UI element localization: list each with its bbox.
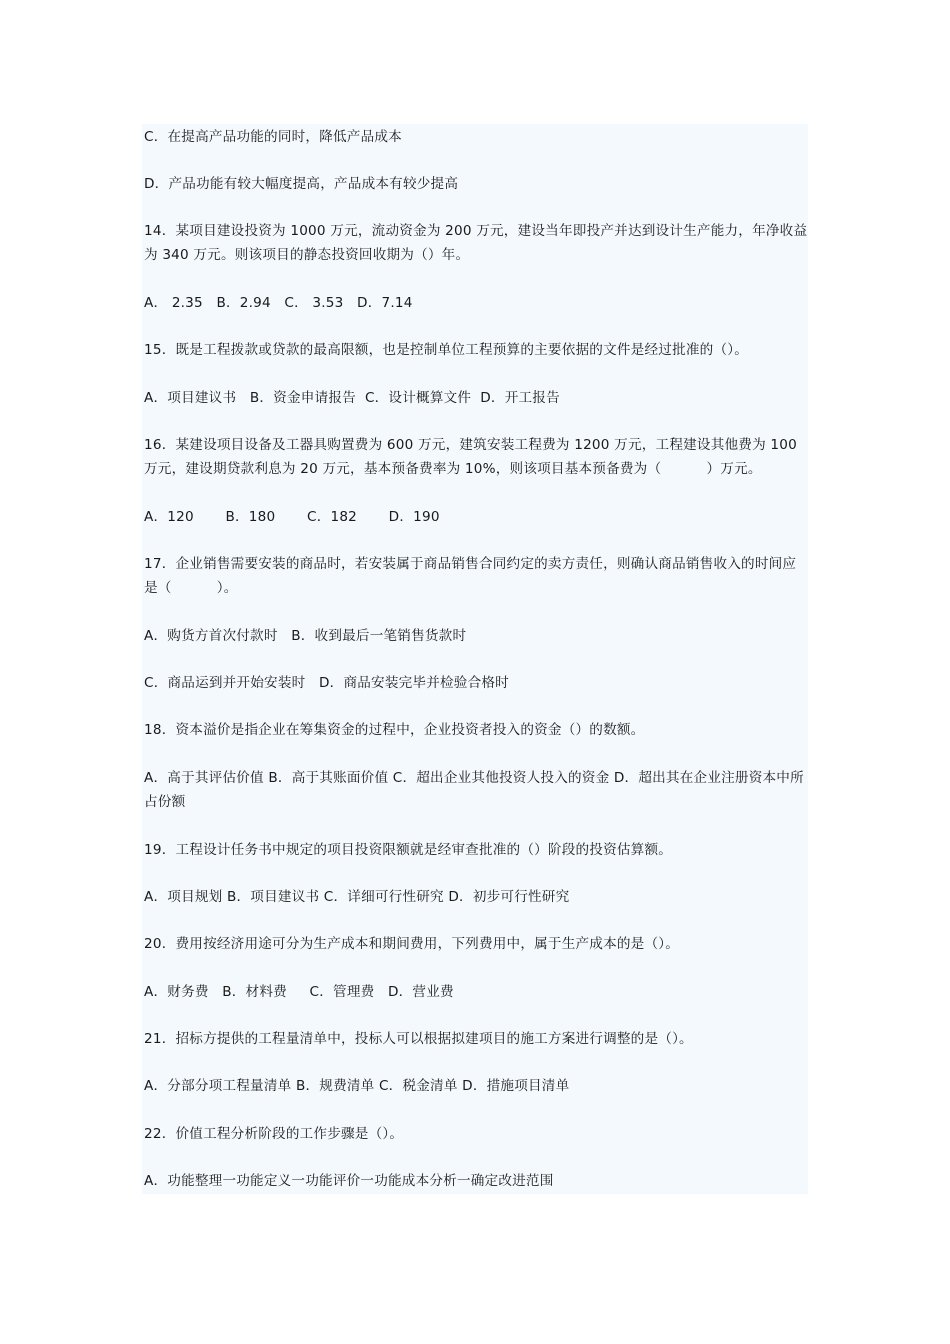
option-13d: D．产品功能有较大幅度提高，产品成本有较少提高 bbox=[144, 176, 459, 192]
question-14: 14．某项目建设投资为 1000 万元，流动资金为 200 万元，建设当年即投产并达到设计生产能力，年净收益为 340 万元。则该项目的静态投资回收期为（）年。 bbox=[144, 223, 808, 263]
question-21: 21．招标方提供的工程量清单中，投标人可以根据拟建项目的施工方案进行调整的是（）。 bbox=[144, 1031, 693, 1047]
options-21: A．分部分项工程量清单 B．规费清单 C．税金清单 D．措施项目清单 bbox=[144, 1078, 570, 1094]
question-17: 17．企业销售需要安装的商品时，若安装属于商品销售合同约定的卖方责任，则确认商品销售收入的时间应是（ ）。 bbox=[144, 556, 797, 596]
question-15: 15．既是工程拨款或贷款的最高限额，也是控制单位工程预算的主要依据的文件是经过批准的（）。 bbox=[144, 342, 749, 358]
option-22a: A．功能整理一功能定义一功能评价一功能成本分析一确定改进范围 bbox=[144, 1173, 554, 1189]
question-18: 18．资本溢价是指企业在筹集资金的过程中，企业投资者投入的资金（）的数额。 bbox=[144, 722, 645, 738]
question-20: 20．费用按经济用途可分为生产成本和期间费用，下列费用中，属于生产成本的是（）。 bbox=[144, 936, 680, 952]
option-13c: C．在提高产品功能的同时，降低产品成本 bbox=[144, 129, 402, 145]
question-16: 16．某建设项目设备及工器具购置费为 600 万元，建筑安装工程费为 1200 万元，工程建设其他费为 100 万元，建设期贷款利息为 20 万元，基本预备费率为 10%，则该项目基本预备费为（ ）万元。 bbox=[144, 437, 802, 477]
question-19: 19．工程设计任务书中规定的项目投资限额就是经审查批准的（）阶段的投资估算额。 bbox=[144, 842, 673, 858]
options-15: A．项目建议书 B．资金申请报告 C．设计概算文件 D．开工报告 bbox=[144, 390, 560, 406]
options-17-cd: C．商品运到并开始安装时 D．商品安装完毕并检验合格时 bbox=[144, 675, 509, 691]
options-20: A．财务费 B．材料费 C．管理费 D．营业费 bbox=[144, 984, 454, 1000]
question-22: 22．价值工程分析阶段的工作步骤是（）。 bbox=[144, 1126, 404, 1142]
options-19: A．项目规划 B．项目建议书 C．详细可行性研究 D．初步可行性研究 bbox=[144, 889, 570, 905]
options-18: A．高于其评估价值 B．高于其账面价值 C．超出企业其他投资人投入的资金 D．超出其在企业注册资本中所占份额 bbox=[144, 770, 804, 810]
options-17-ab: A．购货方首次付款时 B．收到最后一笔销售货款时 bbox=[144, 628, 467, 644]
options-16: A．120 B．180 C．182 D．190 bbox=[144, 509, 440, 525]
options-14: A． 2.35 B．2.94 C． 3.53 D．7.14 bbox=[144, 295, 413, 311]
